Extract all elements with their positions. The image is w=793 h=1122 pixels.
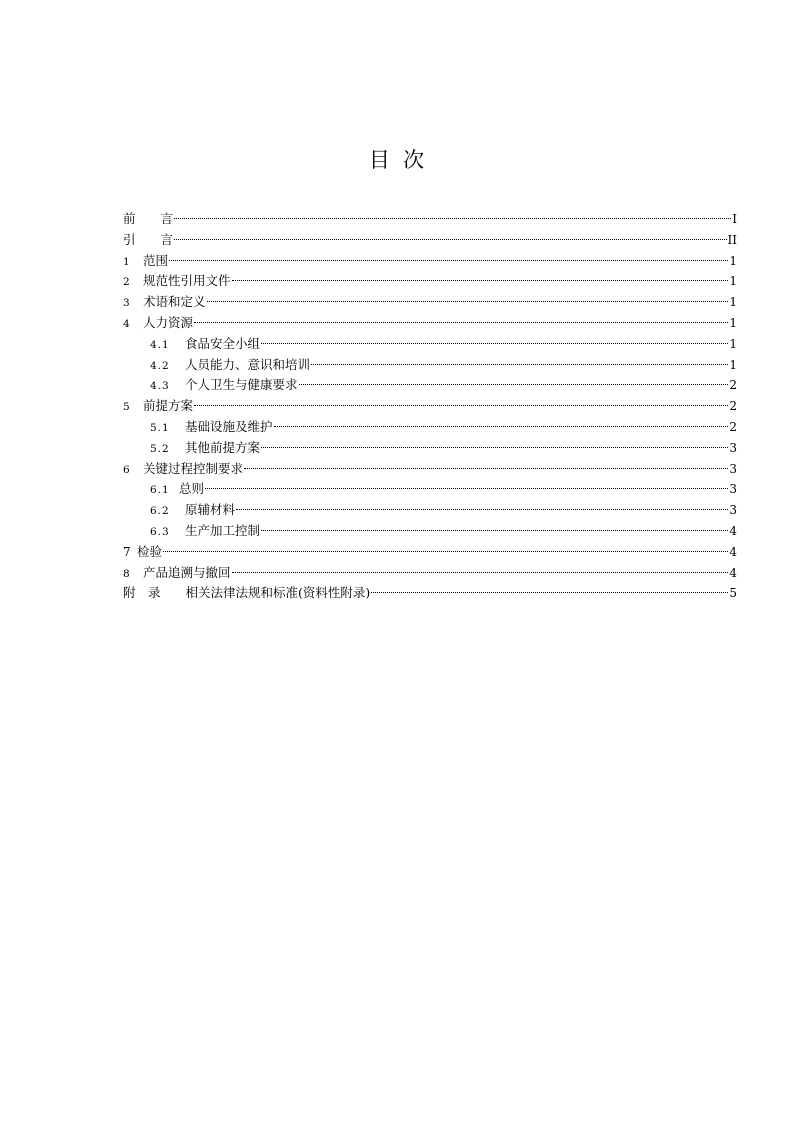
toc-entry-number: 6.1 (150, 484, 170, 497)
toc-entry-page: 2 (729, 378, 737, 393)
dot-leader (169, 260, 728, 261)
toc-entry-number: 5 (123, 401, 130, 414)
dot-leader (205, 488, 728, 489)
toc-entry-3[interactable] (123, 292, 737, 313)
toc-entry-4[interactable] (123, 313, 737, 334)
toc-entry-label: 范围 (143, 252, 169, 268)
toc-entry-number: 5.1 (150, 421, 170, 434)
toc-entry-label: 食品安全小组 (185, 335, 261, 351)
toc-entry-4-2[interactable] (123, 355, 737, 376)
toc-entry-8[interactable] (123, 563, 737, 584)
toc-entry-page: 2 (729, 419, 737, 434)
toc-entry-page: 3 (729, 482, 737, 497)
toc-entry-label: 附 录 相关法律法规和标准(资料性附录) (123, 585, 371, 601)
toc-entry-page: 1 (729, 357, 737, 372)
toc-entry-page: 3 (729, 461, 737, 476)
toc-entry-2[interactable] (123, 271, 737, 292)
toc-entry-page: 1 (729, 253, 737, 268)
toc-entry-5-1[interactable] (123, 417, 737, 438)
toc-entry-number: 8 (123, 567, 130, 580)
toc-entry-label: 人员能力、意识和培训 (185, 356, 311, 372)
toc-entry-label: 引 言 (123, 231, 174, 247)
dot-leader (194, 405, 728, 406)
toc-entry-4-3[interactable] (123, 375, 737, 396)
toc-entry-number: 6.2 (150, 505, 170, 518)
toc-entry-page: 4 (729, 565, 737, 580)
toc-entry-number: 7 (123, 544, 131, 559)
dot-leader (174, 239, 727, 240)
toc-entry-number: 4.2 (150, 359, 170, 372)
toc-entry-label: 前提方案 (143, 398, 194, 414)
toc-entry-6-3[interactable] (123, 521, 737, 542)
page-title: 目 次 (368, 148, 425, 172)
toc-entry-label: 其他前提方案 (185, 439, 261, 455)
dot-leader (311, 364, 728, 365)
toc-entry-label: 关键过程控制要求 (143, 460, 244, 476)
toc-entry-1[interactable] (123, 251, 737, 272)
toc-entry-number: 6 (123, 463, 130, 476)
toc-entry-number: 6.3 (150, 525, 170, 538)
toc-entry-label: 检验 (137, 543, 163, 559)
toc-entry-6-2[interactable] (123, 500, 737, 521)
toc-entry-page: 5 (729, 586, 737, 601)
dot-leader (174, 218, 731, 219)
toc-entry-page: 1 (729, 274, 737, 289)
dot-leader (274, 426, 729, 427)
toc-entry-number: 2 (123, 276, 130, 289)
dot-leader (236, 509, 728, 510)
toc-entry-page: 4 (729, 544, 737, 559)
toc-entry-number: 4.3 (150, 380, 170, 393)
dot-leader (371, 592, 728, 593)
toc-entry-label: 个人卫生与健康要求 (185, 377, 298, 393)
toc-entry-page: 1 (729, 336, 737, 351)
toc-entry-page: 4 (729, 523, 737, 538)
dot-leader (232, 280, 729, 281)
toc-entry-label: 规范性引用文件 (143, 273, 231, 289)
toc-entry-6-1[interactable] (123, 479, 737, 500)
toc-entry-page: I (732, 212, 737, 226)
dot-leader (207, 301, 729, 302)
dot-leader (261, 343, 728, 344)
dot-leader (244, 468, 728, 469)
toc-entry-label: 基础设施及维护 (185, 418, 273, 434)
toc-entry-page: 2 (729, 399, 737, 414)
toc-entry-label: 前 言 (123, 211, 174, 226)
toc-entry-number: 4 (123, 317, 130, 330)
toc-entry-number: 5.2 (150, 442, 170, 455)
toc-entry-label: 人力资源 (143, 314, 194, 330)
toc-entry-page: 3 (729, 440, 737, 455)
dot-leader (194, 322, 728, 323)
dot-leader (261, 530, 728, 531)
toc-entry-6[interactable] (123, 459, 737, 480)
table-of-contents (123, 209, 737, 604)
toc-entry-label: 总则 (179, 481, 205, 497)
toc-entry-label: 原辅材料 (185, 502, 236, 518)
dot-leader (232, 572, 729, 573)
toc-entry-introduction[interactable] (123, 230, 737, 251)
toc-entry-page: 3 (729, 503, 737, 518)
dot-leader (299, 384, 729, 385)
toc-entry-appendix[interactable] (123, 583, 737, 604)
toc-entry-number: 3 (123, 297, 130, 310)
toc-entry-preface[interactable] (123, 209, 737, 230)
toc-entry-7[interactable] (123, 542, 737, 563)
dot-leader (261, 447, 728, 448)
toc-entry-label: 生产加工控制 (185, 522, 261, 538)
toc-entry-page: II (727, 232, 737, 247)
toc-entry-5[interactable] (123, 396, 737, 417)
toc-entry-label: 术语和定义 (143, 294, 206, 310)
toc-entry-number: 4.1 (150, 338, 170, 351)
toc-entry-5-2[interactable] (123, 438, 737, 459)
toc-entry-4-1[interactable] (123, 334, 737, 355)
dot-leader (163, 551, 728, 552)
toc-entry-number: 1 (123, 255, 130, 268)
toc-entry-page: 1 (729, 315, 737, 330)
toc-entry-page: 1 (729, 295, 737, 310)
toc-entry-label: 产品追溯与撤回 (143, 564, 231, 580)
